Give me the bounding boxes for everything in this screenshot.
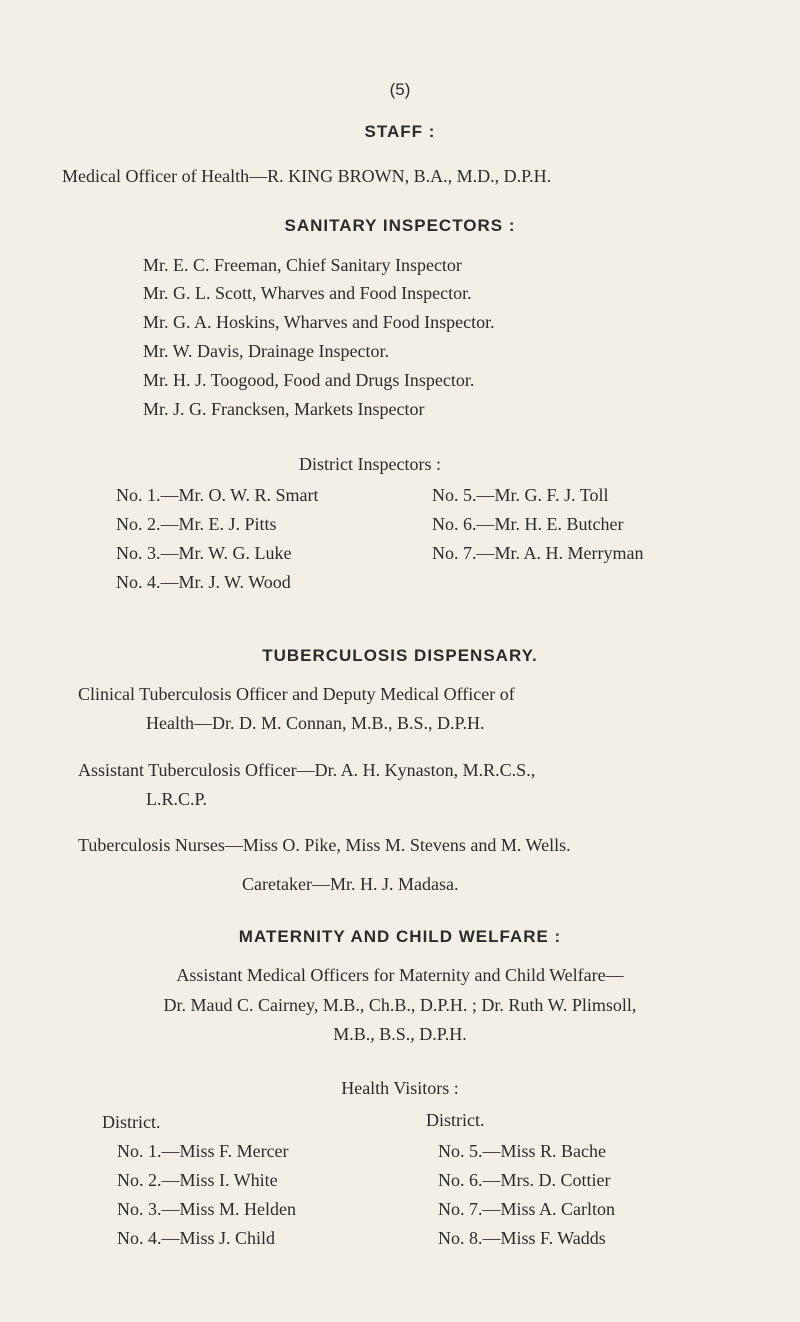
- maternity-line-1: Assistant Medical Officers for Maternity and Child Welfare—: [176, 965, 624, 985]
- sanitary-inspector-item: Mr. G. A. Hoskins, Wharves and Food Inspector.: [143, 312, 495, 332]
- district-inspector-left: No. 4.—Mr. J. W. Wood: [116, 572, 291, 592]
- sanitary-inspector-item: Mr. H. J. Toogood, Food and Drugs Inspector.: [143, 370, 475, 390]
- maternity-heading: MATERNITY AND CHILD WELFARE :: [238, 927, 562, 946]
- staff-heading: STAFF :: [364, 122, 436, 141]
- tb-caretaker-line: Caretaker—Mr. H. J. Madasa.: [242, 874, 459, 894]
- sanitary-inspector-item: Mr. W. Davis, Drainage Inspector.: [143, 341, 389, 361]
- sanitary-inspector-item: Mr. J. G. Francksen, Markets Inspector: [143, 399, 425, 419]
- sanitary-heading: SANITARY INSPECTORS :: [284, 216, 516, 235]
- tb-assistant-line-2: L.R.C.P.: [146, 789, 208, 809]
- district-inspector-right: No. 6.—Mr. H. E. Butcher: [432, 514, 624, 534]
- health-visitor-right: No. 8.—Miss F. Wadds: [438, 1228, 606, 1248]
- health-visitor-right: No. 5.—Miss R. Bache: [438, 1141, 606, 1161]
- medical-officer-line: Medical Officer of Health—R. KING BROWN, B.A., M.D., D.P.H.: [62, 166, 552, 186]
- tb-clinical-line-2: Health—Dr. D. M. Connan, M.B., B.S., D.P.H.: [146, 713, 485, 733]
- health-visitor-right: No. 6.—Mrs. D. Cottier: [438, 1170, 611, 1190]
- maternity-line-3: M.B., B.S., D.P.H.: [333, 1024, 467, 1044]
- tb-nurses-line: Tuberculosis Nurses—Miss O. Pike, Miss M. Stevens and M. Wells.: [78, 835, 571, 855]
- tb-heading: TUBERCULOSIS DISPENSARY.: [262, 646, 538, 665]
- health-visitor-left: No. 3.—Miss M. Helden: [117, 1199, 296, 1219]
- district-inspector-right: No. 5.—Mr. G. F. J. Toll: [432, 485, 609, 505]
- district-label-left: District.: [102, 1112, 161, 1132]
- health-visitors-heading: Health Visitors :: [341, 1078, 459, 1098]
- district-inspector-left: No. 1.—Mr. O. W. R. Smart: [116, 485, 319, 505]
- maternity-line-2: Dr. Maud C. Cairney, M.B., Ch.B., D.P.H. ; Dr. Ruth W. Plimsoll,: [163, 995, 637, 1015]
- sanitary-inspector-item: Mr. E. C. Freeman, Chief Sanitary Inspector: [143, 255, 462, 275]
- sanitary-inspector-item: Mr. G. L. Scott, Wharves and Food Inspector.: [143, 283, 472, 303]
- district-inspector-left: No. 2.—Mr. E. J. Pitts: [116, 514, 277, 534]
- district-inspectors-heading: District Inspectors :: [299, 454, 441, 474]
- health-visitor-left: No. 4.—Miss J. Child: [117, 1228, 276, 1248]
- health-visitor-left: No. 2.—Miss I. White: [117, 1170, 278, 1190]
- tb-clinical-line-1: Clinical Tuberculosis Officer and Deputy Medical Officer of: [78, 684, 515, 704]
- district-inspector-right: No. 7.—Mr. A. H. Merryman: [432, 543, 644, 563]
- page-number: (5): [389, 80, 411, 99]
- district-inspector-left: No. 3.—Mr. W. G. Luke: [116, 543, 292, 563]
- health-visitor-left: No. 1.—Miss F. Mercer: [117, 1141, 289, 1161]
- health-visitor-right: No. 7.—Miss A. Carlton: [438, 1199, 616, 1219]
- tb-assistant-line-1: Assistant Tuberculosis Officer—Dr. A. H. Kynaston, M.R.C.S.,: [78, 760, 536, 780]
- district-label-right: District.: [426, 1110, 485, 1130]
